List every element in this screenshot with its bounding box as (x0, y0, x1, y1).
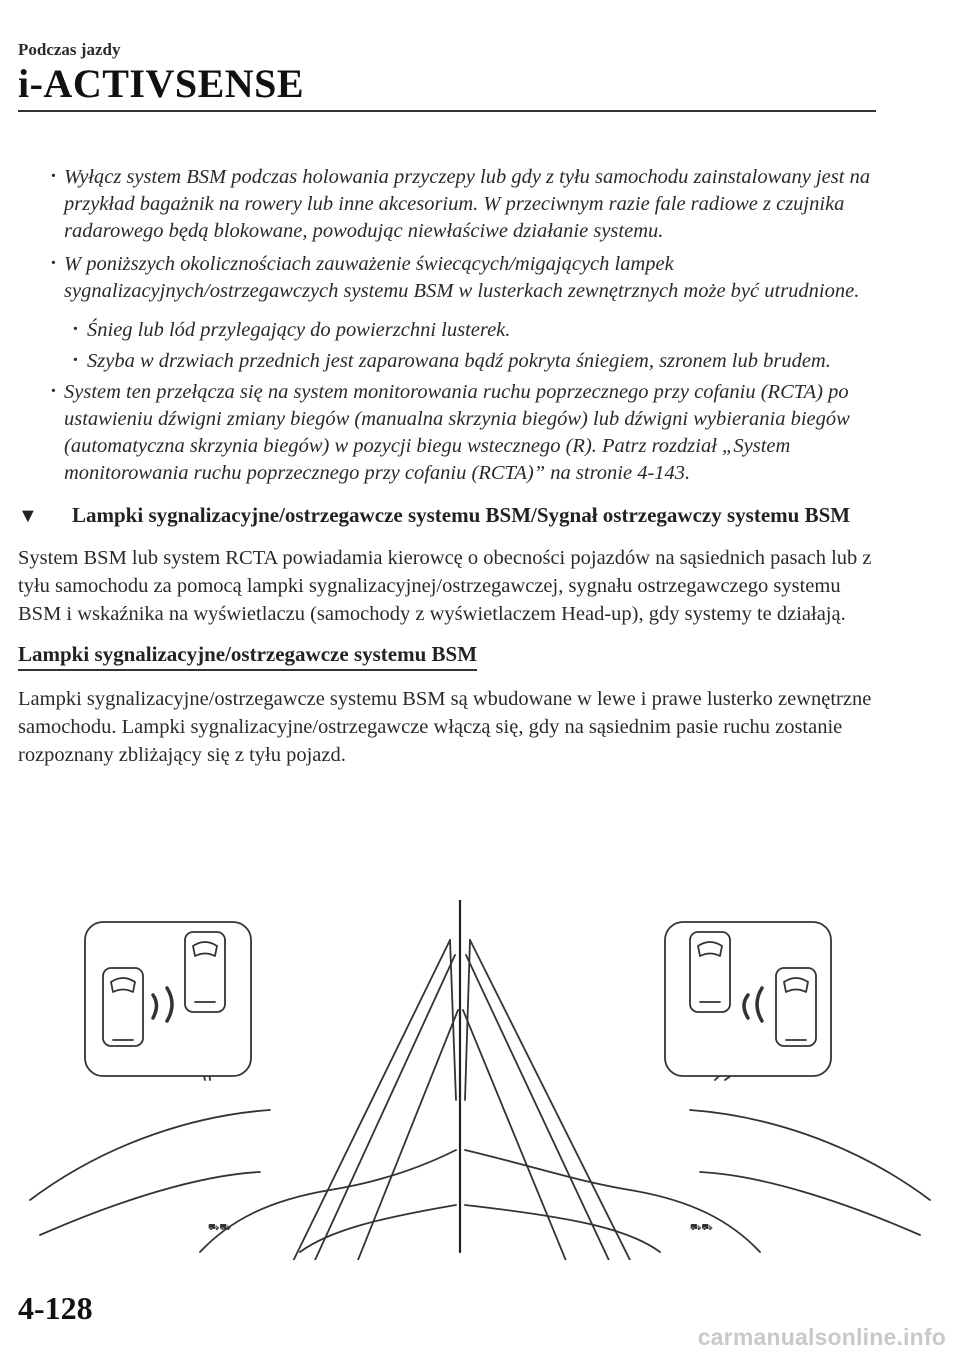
page-number: 4-128 (18, 1290, 93, 1326)
svg-text:⛟⛟: ⛟⛟ (208, 1223, 231, 1233)
section-title: i-ACTIVSENSE (18, 61, 305, 106)
right-mirror-illustration (463, 922, 930, 1260)
sub-bullet-snow: · Śnieg lub lód przylegający do powierzchni lusterek. (0, 317, 960, 344)
subheading-text: Lampki sygnalizacyjne/ostrzegawcze systemu BSM/Sygnał ostrzegawczy systemu BSM (72, 503, 851, 527)
bullet-rcta: · System ten przełącza się na system monitorowania ruchu poprzecznego przy cofaniu (RCTA) po ustawieniu dźwigni zmiany biegów (manualna skrzynia biegów) lub dźwigni wybierania biegów (automatyczna skrzynia biegów) w pozycji biegu wstecznego (R). Patrz rozdział „System monitorowania ruchu poprzecznego przy cofaniu (RCTA)” na stronie 4-143. (0, 379, 960, 487)
paragraph-lamps: Lampki sygnalizacyjne/ostrzegawcze systemu BSM są wbudowane w lewe i prawe lusterko zewnętrzne samochodu. Lampki sygnalizacyjne/ostrzegawcze włączą się, gdy na sąsiednim pasie ruchu zostanie rozpoznany zbliżający się z tyłu pojazd. (18, 688, 872, 766)
triangle-marker-icon: ▼ (18, 505, 38, 527)
title-rule (18, 110, 876, 112)
sub-bullet-window: · Szyba w drzwiach przednich jest zaparowana bądź pokryta śniegiem, szronem lub brudem. (0, 348, 960, 375)
bullet-bsm-towing: · Wyłącz system BSM podczas holowania przyczepy lub gdy z tyłu samochodu zainstalowany jest na przykład bagażnik na rowery lub inne akcesorium. W przeciwnym razie fale radiowe z czujnika radarowego będą blokowane, powodując niewłaściwe działanie systemu. (0, 164, 960, 245)
heading-bsm-lamps: Lampki sygnalizacyjne/ostrzegawcze systemu BSM (18, 642, 477, 671)
svg-text:⛟⛟: ⛟⛟ (690, 1223, 713, 1233)
section-label: Podczas jazdy (18, 40, 121, 59)
page-content (0, 164, 960, 769)
subheading-bsm-lamps (18, 501, 872, 530)
paragraph-intro: System BSM lub system RCTA powiadamia kierowcę o obecności pojazdów na sąsiednich pasach lub z tyłu samochodu za pomocą lampki sygnalizacyjnej/ostrzegawczej, sygnału ostrzegawczego systemu BSM i wskaźnika na wyświetlaczu (samochody z wyświetlaczem Head-up), gdy systemy te działają. (18, 547, 872, 625)
bullet-bsm-visibility: · W poniższych okolicznościach zauważenie świecących/migających lampek sygnalizacyjnych/ostrzegawczych systemu BSM w lusterkach zewnętrznych może być utrudnione. (0, 251, 960, 305)
left-mirror-illustration (30, 922, 458, 1260)
watermark: carmanualsonline.info (697, 1324, 946, 1350)
mirror-illustration (0, 900, 960, 1260)
